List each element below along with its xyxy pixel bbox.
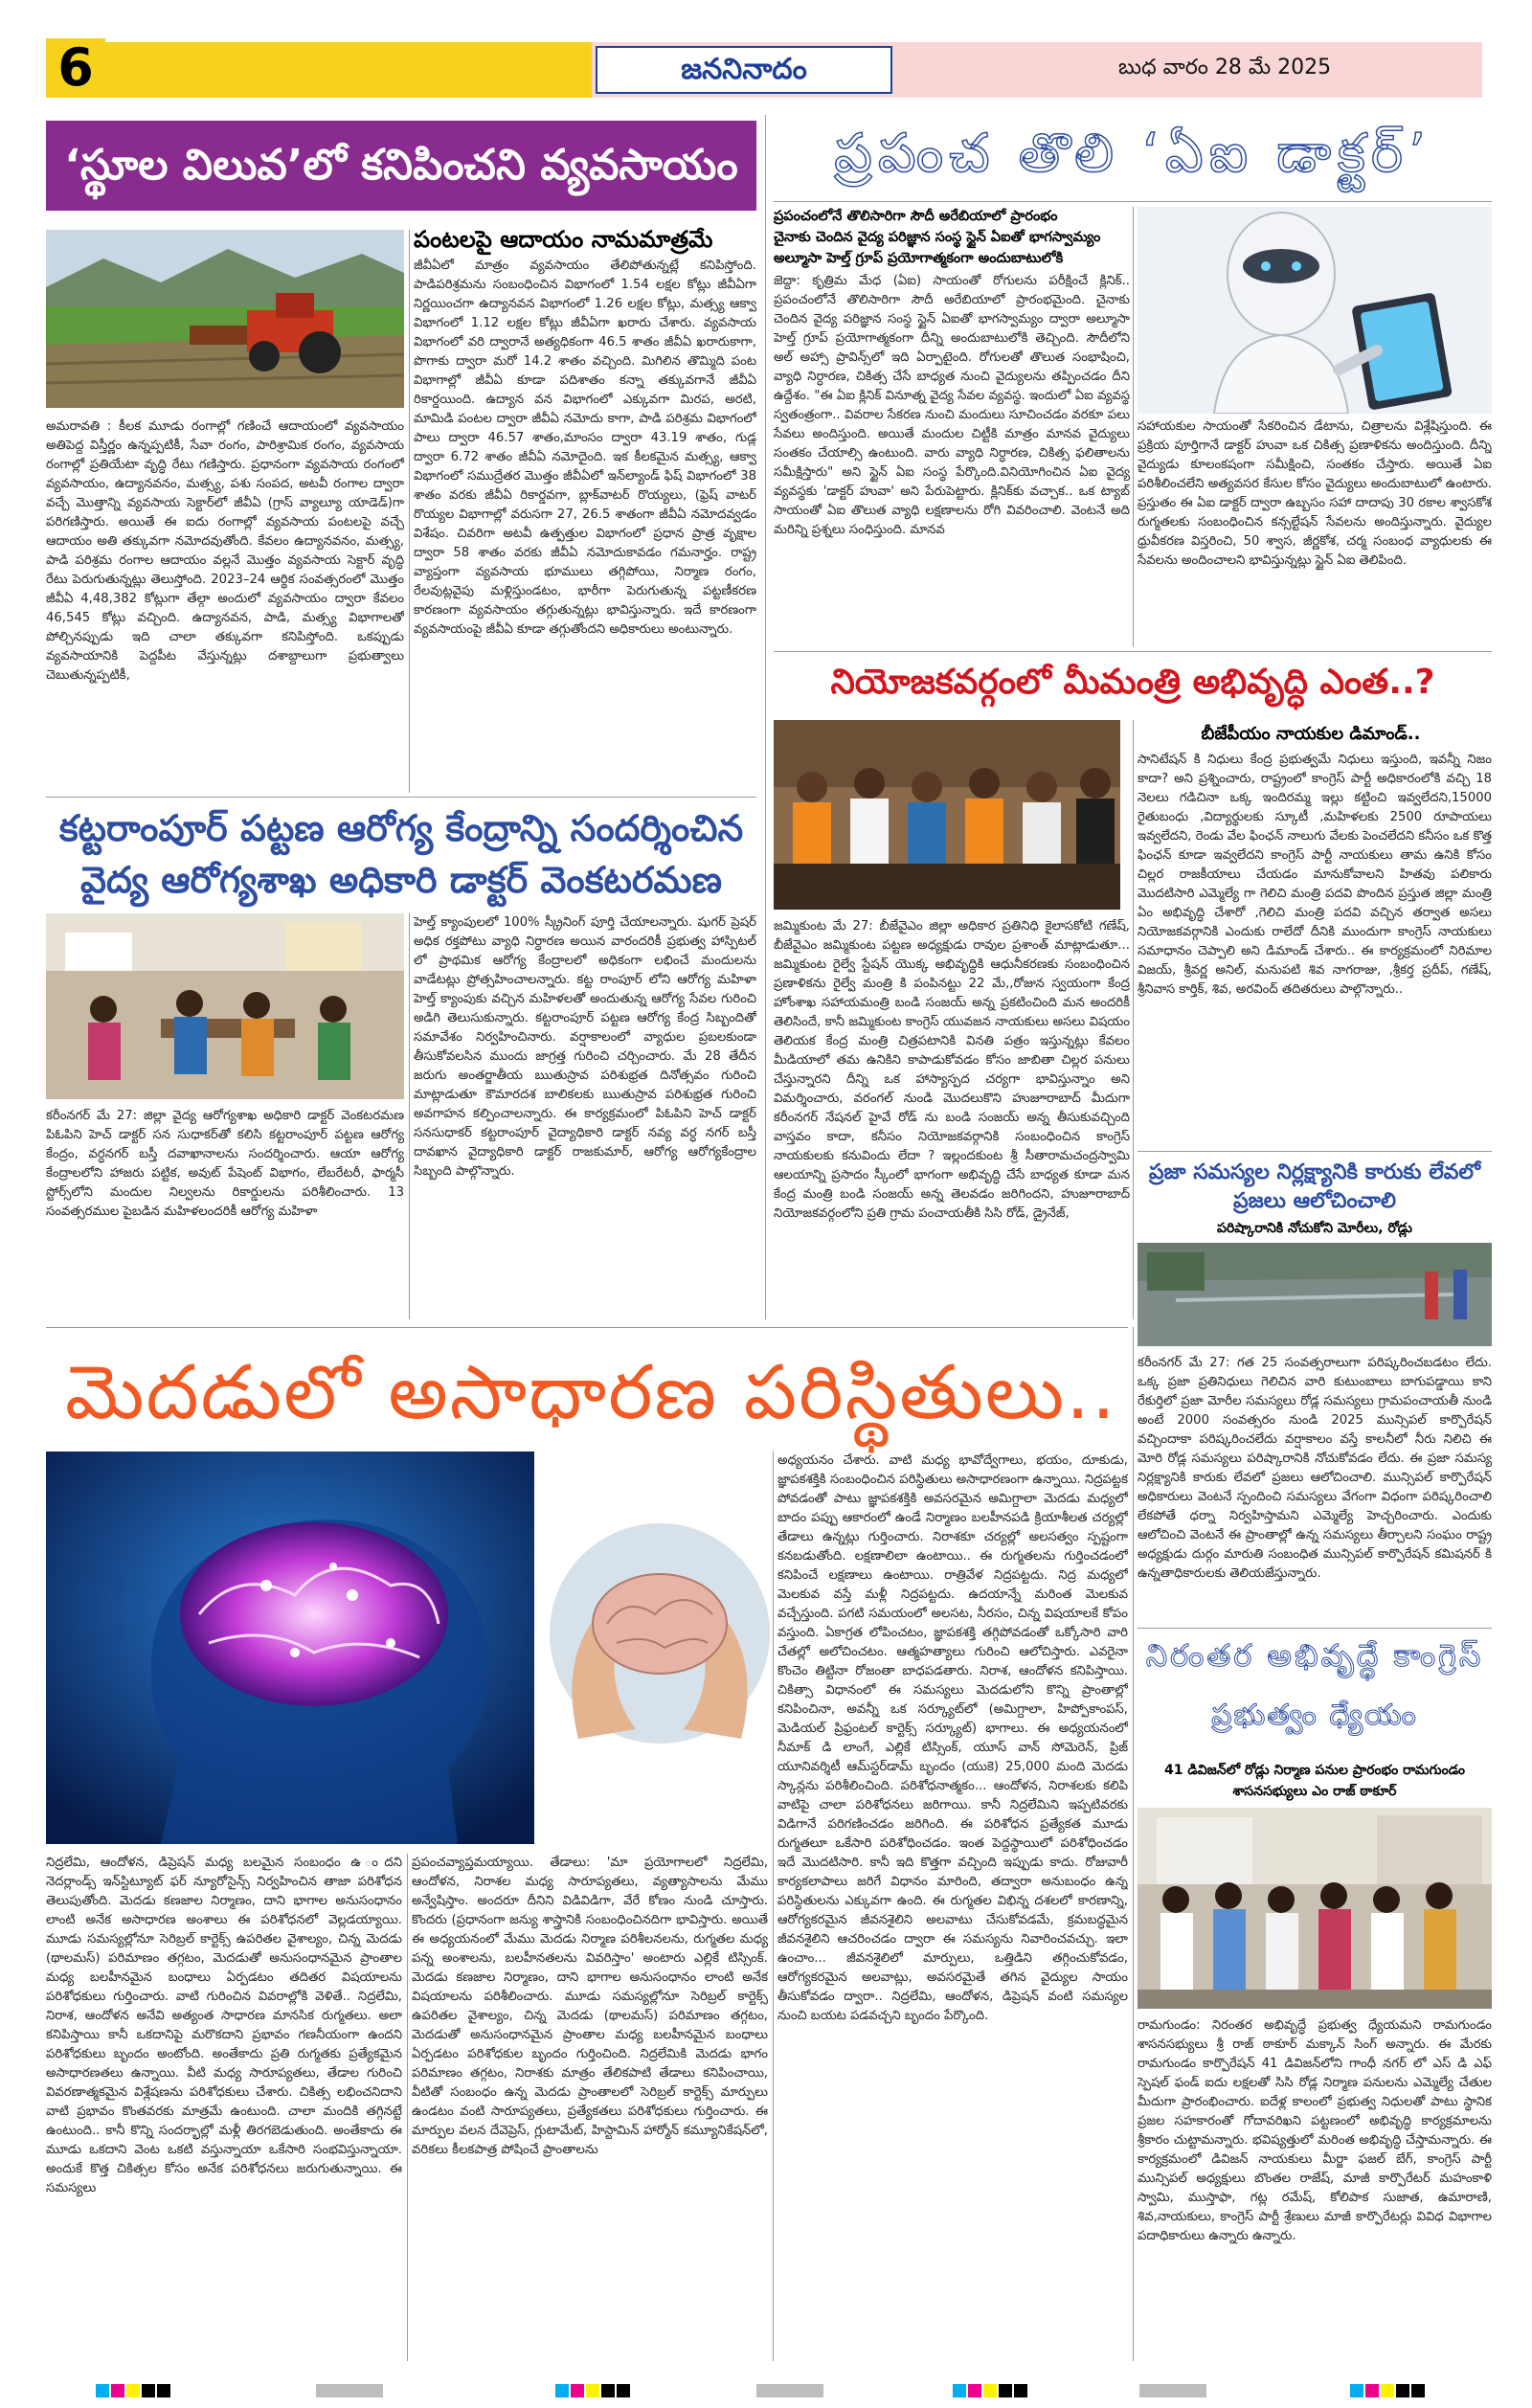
page-number: 6 <box>46 38 105 98</box>
column-divider <box>773 1452 774 2361</box>
brain-headline: మెదడులో అసాధారణ పరిస్థితులు.. <box>65 1350 1117 1436</box>
ktp-column-right: హెల్త్ క్యాంపులలో 100% స్క్రీనింగ్ పూర్తి చేయాలన్నారు. షుగర్ ప్రెషర్ అధిక రక్తపోటు వ్యాధి నిర్ధారణ అయిన వారందరికీ ప్రభుత్వ హాస్పిటల్ లో ప్రాథమిక ఆరోగ్య కేంద్రాలలో అధికంగా లభించే మందులను వాడేటట్లు ప్రోత్సహించాలన్నారు. కట్ట రాంపూర్ లోని ఆరోగ్య మహిళా హెల్త్ క్యాంపుకు వచ్చిన మహిళలతో అందుతున్న ఆరోగ్య సేవల గురించి అడిగి తెలుసుకున్నారు. కట్టరాంపూర్ పట్టణ ఆరోగ్య కేంద్ర సిబ్బందితో సమావేశం నిర్వహించినారు. వర్షాకాలంలో వ్యాధుల ప్రబలకుండా తీసుకోవలసిన ముందు జాగ్రత్త గురించి చర్చించారు. మే 28 తేదీన జరుగు అంతర్జాతీయ ఋతుస్రావ పరిశుభ్రత దినోత్సవం గురించి మాట్లాడుతూ కౌమారదశ బాలికలకు ఋతుస్రావ పరిశుభ్రత గురించి అవగాహన కల్పించాలన్నారు. ఈ కార్యక్రమంలో పిఓపిని హెచ్ డాక్టర్ సనసుధాకర్ కట్టరాంపూర్ వైద్యాధికారి డాక్టర్ నవ్య వర్ధ నగర్ బస్తీ దావఖాన వైద్యాధికారి డాక్టర్ రాజకుమార్, ఆరోగ్య ఆరోగ్యకేంద్రాల సిబ్బంది పాల్గొన్నారు. <box>414 915 756 1179</box>
masthead <box>0 0 1532 103</box>
section-divider <box>1138 1628 1492 1629</box>
cmyk-swatches <box>96 2384 172 2397</box>
praja-body: కరీంనగర్ మే 27: గత 25 సంవత్సరాలుగా పరిష్కరించబడటం లేదు. ఒక్క ప్రజా ప్రతినిధులు గెలిచిన వారి కుటుంబాలు బాగుపడ్డాయి కాని రేకుర్తిలో ప్రజా మోరీల సమస్యలు రోడ్ల సమస్యలు గ్రామపంచాయతీ నుండి అంటే 2000 సంవత్సరం నుండి 2025 మున్సిపల్ కార్పొరేషన్ వచ్చిందాకా పరిష్కరించలేదు వర్షాకాలం వస్తే కాలనీలో నీరు నిలిచి ఈ మోరి రోడ్ల సమస్యలు పరిష్కారానికి నోచుకోవడం లేదు. ఈ ప్రజా సమస్య నిర్లక్ష్యానికి కారుకు లేవలో ప్రజలు ఆలోచించాలి. మున్సిపల్ కార్పొరేషన్ అధికారులు వెంటనే స్పందించి సమస్యలు వేగంగా విధంగా పరిష్కరించాలి లేకపోతే ధర్నా నిర్వహిస్తామని ఎమ్మెల్యే హెచ్చరించారు. ఎందుకు ఆలోచించి వెంటనే ఈ ప్రాంతాల్లో ఉన్న సమస్యలు తీర్చాలని సంఘం రాష్ట్ర అధ్యక్షుడు దుర్గం మారుతి సంబంధిత మున్సిపల్ కార్పొరేషన్ కమిషనర్ కి ఉన్నతాధికారులకు తెలియజేస్తున్నారు. <box>1138 1356 1492 1581</box>
ktp-column-left: కరీంనగర్ మే 27: జిల్లా వైద్య ఆరోగ్యశాఖ అధికారి డాక్టర్ వెంకటరమణ పిఓపిని హెచ్ డాక్టర్ సన సుధాకర్‌తో కలిసి కట్టరాంపూర్ పట్టణ ఆరోగ్య కేంద్రం, వర్ధనగర్ బస్తీ దవాఖానాలను సందర్శించారు. ఆయా ఆరోగ్య కేంద్రాలలోని హాజరు పట్టిక, అవుట్ పేషెంట్ విభాగం, లేబరేటరీ, ఫార్మసీ స్టోర్స్‌లోని మందుల నిల్వలను రికార్డులను పరిశీలించారు. 13 సంవత్సరముల పైబడిన మహిళలందరికీ ఆరోగ్య మహిళా <box>46 1109 404 1219</box>
praja-subhead: పరిష్కారానికి నోచుకోని మోరీలు, రోడ్లు <box>1217 1221 1412 1236</box>
issue-date: బుధ వారం 28 మే 2025 <box>1118 56 1332 79</box>
bjym-leaders-photo <box>774 720 1120 910</box>
section-divider <box>1138 1151 1492 1152</box>
agri-column-right: జీవీఏలో మాత్రం వ్యవసాయం తేలిపోతున్నట్లే కనిపిస్తోంది. పాడిపరిశ్రమను సంబంధించిన విభాగంలో 1.54 లక్షల కోట్లు జీవీఏగా నిర్ణయించగా ఉద్యానవన విభాగంలో 1.26 లక్షల కోట్లు, మత్స్య ఆక్వా విభాగంలో 1.12 లక్షల కోట్లు జీవీఏగా ఖరారు చేశారు. వ్యవసాయ విభాగంలో వరి ద్వారానే అత్యధికంగా 46.5 శాతం జీవీఏ ఖరారుకాగా, పొగాకు ద్వారా మరో 14.2 శాతం వచ్చింది. మిగిలిన తొమ్మిది పంట విభాగాల్లో జీవీఏ కూడా పదిశాతం కన్నా తక్కువగానే జీవీఏ రికార్డయింది. ఉద్యాన వన విభాగంలో ఎక్కువగా మిరప, అరటి, మామిడి పంటల ద్వారా జీవీఏ నమోదు కాగా, పాడి పరిశ్రమ విభాగంలో పాలు ద్వారా 46.57 శాతం,మాంసం ద్వారా 43.19 శాతం, గుడ్ల ద్వారా 6.72 శాతం జీవీఏ నమోదైంది. ఇక కీలకమైన మత్స్య, ఆక్వా విభాగంలో సముద్రేతర మొత్తం జీవీఏలో ఇన్‌ల్యాండ్ ఫిష్ విభాగంలో 38 శాతం వరకు జీవీఏ రికార్డవగా, బ్లాక్‌వాటర్ రొయ్యలు, (ఫ్రెష్ వాటర్ రొయ్యల విభాగాల్లో వరుసగా 27, 26.5 శాతంగా జీవీఏ నమోదవ్వడం విశేషం. చివరిగా అటవీ ఉత్పత్తుల విభాగంలో ప్రధాన ప్రాత్ర వృక్షాల ద్వారా 58 శాతం వరకు జీవీఏ నమోదుకావడం గమనార్హం. రాష్ట్ర వ్యాప్తంగా వ్యవసాయ భూములు తగ్గిపోయి, నిర్మాణ రంగం, రేలవుట్లవైపు మళ్లిస్తుండటం, భారీగా పెరుగుతున్న పట్టణీకరణ కారణంగా వ్యవసాయం తగ్గుతున్నట్లు భావిస్తున్నారు. ఇదే కారణంగా వ్యవసాయంపై జీవీఏ కూడా తగ్గుతోందని అధికారులు అంటున్నారు. <box>414 259 756 637</box>
grey-swatch <box>1139 2384 1206 2397</box>
page-column-divider <box>765 115 766 1319</box>
column-divider <box>407 1854 408 2361</box>
masthead-yellow-band <box>105 42 592 98</box>
grey-swatch <box>316 2384 383 2397</box>
congress-headline-line1: నిరంతర అభివృద్ధే కాంగ్రెస్ <box>1145 1637 1484 1674</box>
grey-swatch <box>756 2384 823 2397</box>
column-divider <box>409 913 410 1319</box>
niyo-column-left: జమ్మికుంట మే 27: బీజేవైఎం జిల్లా అధికార ప్రతినిధి కైలాసకోటి గణేష్, బీజేవైఎం జమ్మికుంట పట్టణ అధ్యక్షుడు రావుల ప్రశాంత్ మాట్లాడుతూ... జమ్మికుంట రైల్వే స్టేషన్ యొక్క అభివృద్ధికి ఆధునీకరణకు సంబంధించిన ప్రణాళికను రైల్వే మంత్రి కి పంపినట్టు 22 మే,,రోజున స్వయంగా కేంద్ర హోంశాఖ సహాయమంత్రి బండి సంజయ్ అన్న ప్రకటించింది మన అందరికీ తెలిసిందే, కానీ జమ్మికుంట కాంగ్రెస్ యువజన నాయకులు అసలు విషయం తెలియక కేంద్ర మంత్రి చిత్రపటానికి వినతి పత్రం ఇస్తున్నట్లు కేవలం మీడియాలో తమ ఉనికిని కాపాడుకోవడం కోసం జాబితా చిల్లర పనులు చేస్తున్నారని దీన్ని ఒక హాస్యాస్పద చర్యగా భావిస్తున్నాం అని విమర్శించారు, వరంగల్ నుండి మొదలుకొని హుజూరాబాద్ మీదుగా కరీంనగర్ నేషనల్ హైవే రోడ్ ను బండి సంజయ్ అన్న తీసుకువచ్చింది వాస్తవం కాదా, కనీసం నియోజకవర్గానికి సంబంధించిన కాంగ్రెస్ నాయకులకు కనువిందు లేదా ? ఇల్లందకుంట శ్రీ సీతారామచంద్రస్వామి ఆలయాన్ని ప్రసాదం స్కీంలో భాగంగా అభివృద్ధి చేసే బాధ్యత కూడా మన కేంద్ర మంత్రి బండి సంజయ్ అన్న తెలవడం జరిగిందని, హుజూరాబాద్ నియోజకవర్గంలోని ప్రతి గ్రామ పంచాయతీకి సిసి రోడ్, డ్రైనేజ్, <box>774 919 1130 1221</box>
section-divider <box>774 201 1492 202</box>
glowing-brain-illustration <box>46 1452 534 1844</box>
robot-doctor-photo <box>1138 207 1492 414</box>
flooded-road-photo <box>1138 1243 1492 1346</box>
praja-headline: ప్రజా సమస్యల నిర్లక్ష్యానికి కారుకు లేవలో ప్రజలు ఆలోచించాలి <box>1148 1160 1481 1213</box>
cmyk-swatches <box>1350 2384 1427 2397</box>
column-divider <box>409 230 410 793</box>
health-camp-photo <box>46 913 404 1099</box>
brain-column-3: అధ్యయనం చేశారు. వాటి మధ్య భావోద్వేగాలు, భయం, దూకుడు, జ్ఞాపకశక్తికి సంబంధించిన పరిస్థితులు అసాధారణంగా ఉన్నాయి. నిద్రపట్టక పోవడంతో పాటు జ్ఞాపకశక్తికి అవసరమైన అమిగ్దాలా మెదడు మధ్యలో బాదం పప్పు ఆకారంలో ఉండే నిర్మాణం బలహీనపడి క్రియాశీలత చర్యల్లో తేడాలు ఉన్నట్లు గుర్తించారు. నిరాశకూ చర్యల్లో అలసత్వం స్పష్టంగా కనబడుతోంది. లక్షణాలిలా ఉంటాయి.. ఈ రుగ్మతలను గుర్తించడంలో కనిపించే లక్షణాలు ఉంటాయి. రాత్రివేళ నిద్రపట్టదు. నిద్ర మధ్యలో మెలకువ వస్తే మళ్లీ నిద్రపట్టదు. ఉదయాన్నే మరింత మెలకువ వచ్చేస్తుంది. పగటి సమయంలో అలసట, నీరసం, చిన్న విషయాలకే కోపం వస్తుంది. ఏకాగ్రత లోపించటం, జ్ఞాపకశక్తి తగ్గిపోవడంతో ఒక్కోసారి వారి చేతల్లో అలోచించటం. ఆత్మహత్యాలు గురించి ఆలోచిస్తారు. ఎవరైనా కొంచెం తిట్టినా రోజంతా బాధపడతారు. నిరాశ, ఆందోళన కనిపిస్తాయి. చికిత్సా విధానంలో ఈ సమస్యలు మెదడులోని కొన్ని ప్రాంతాల్లో కనిపించినా, అవన్నీ ఒక సర్క్యూట్‌లో (అమిగ్దాలా, హిప్పోకాంపస్, మెడియల్ ప్రిఫ్రంటల్ కార్టెక్స్ సర్క్యూట్) భాగాలు. ఈ అధ్యయనంలో నీమాక్ డి లాంగే, ఎల్లికే టిస్సింక్, యూస్ వాన్ సోమెరెన్, ప్రిజ్ యూనివర్శిటీ ఆమ్‌స్టర్‌డామ్ బృందం (యుకె) 25,000 మంది మెదడు స్కాన్లను పరిశీలించింది. పరిశోధనాత్మకం... ఆందోళన, నిరాశలకు కలిపి వాటిపై చాలా పరిశోధనలు జరిగాయి. కానీ నిద్రలేమిని ఇప్పటివరకు విడిగానే పరిగణించడం జరిగింది. ఈ పరిశోధన ప్రత్యేకత మూడు రుగ్మతలూ ఒకేసారి పరిశోధించడం. ఇంత పెద్దస్థాయిలో పరిశోధించడం ఇదే మొదటిసారి. కానీ ఇది కొత్తగా వచ్చింది ఇప్పుడు కాదు. రోజువారీ కార్యకలాపాలు జరిగే విధానం మారింది, తద్వారా అనుబంధం ఉన్న పరిస్థితులను ఎక్కువగా ఉంది. ఈ రుగ్మతల విభిన్న దశలలో కారణాన్ని, ఆరోగ్యకరమైన జీవనశైలిని అలవాటు చేసుకోవడమే, క్రమబద్ధమైన జీవనశైలిని ఆచరించడం ద్వారా ఈ సమస్యను నివారించవచ్చు. ఇలా ఉంచాం... జీవనశైలిలో మార్పులు, ఒత్తిడిని తగ్గించుకోవడం, ఆరోగ్యకరమైన అలవాట్లు, అవసరమైతే తగిన వైద్యుల సాయం తీసుకోవడం ద్వారా.. నిద్రలేమి, ఆందోళన, డిప్రెషన్ వంటి సమస్యల నుంచి బయట పడవచ్చని బృందం పేర్కొంది. <box>777 1453 1128 2023</box>
print-registration-bar <box>0 2373 1532 2408</box>
section-divider <box>774 651 1492 652</box>
cmyk-swatches <box>555 2384 632 2397</box>
brain-column-2: ప్రపంచవ్యాప్తమయ్యాయి. తేడాలు: 'మా ప్రయోగాలలో నిద్రలేమి, ఆందోళన, నిరాశల మధ్య సారూప్యతలు, వ్యత్యాసాలను మేము అన్వేషిస్తాం. అందరూ దీనిని విడివిడిగా, వేరే కోణం నుండి చూస్తారు. కొందరు (ప్రధానంగా జన్యు శాస్త్రానికి సంబంధించినదిగా భావిస్తారు. అయితే ఈ అధ్యయనంలో మేము మెదడు నిర్మాణ పరిశీలనలను, రుగ్మతల మధ్య పన్న అంశాలను, బలహీనతలను వివరిస్తాం' అంటారు ఎల్లికే టిస్సింక్. మెదడు కణజాల నిర్మాణం, దాని భాగాల అనుసంధానం లాంటి అనేక విషయాలను పరిశీలించారు. మూడు సమస్యల్లోనూ సెరిబ్రల్ కార్టెక్స్ ఉపరితల వైశాల్యం, చిన్న మెదడు (థాలమస్) పరిమాణం తగ్గటం, మెదడుతో అనుసంధానమైన ప్రాంతాల మధ్య బలహీనమైన బంధాలు ఏర్పడటం పరిశోధకుల బృందం గుర్తించింది. నిద్రలేమికి మెదడు భాగం పరిమాణం తగ్గటం, నిరాశకు మాత్రం తేలికపాటి తేడాలు కనిపించాయి, వీటితో సంబంధం ఉన్న మెదడు ప్రాంతాలలో సెరిబ్రల్ కార్టెక్స్ మార్పులు ఉండటం వంటి సారూప్యతలు, ప్రత్యేకతలు పరిశోధకులు గుర్తించారు. ఈ మార్పుల వలన దేవెప్రెస్, గ్లుటామేట్, హిస్టామిన్ హార్మోన్ కమ్యూనికేషన్‌లో, వరికలు కీలకపాత్ర పోషించే ప్రాంతాలను <box>412 1856 768 2157</box>
brain-in-hands-photo <box>540 1452 779 1844</box>
column-divider <box>1133 720 1134 1319</box>
section-divider <box>46 797 756 798</box>
agri-headline: ‘స్థూల విలువ’లో కనిపించని వ్యవసాయం <box>46 121 756 211</box>
congress-headline-line2: ప్రభుత్వం ధ్యేయం <box>1211 1699 1418 1732</box>
column-divider <box>1133 207 1134 647</box>
section-divider <box>46 1327 1128 1328</box>
road-inauguration-photo <box>1138 1808 1492 2009</box>
ktp-headline: కట్టరాంపూర్ పట్టణ ఆరోగ్య కేంద్రాన్ని సందర్శించిన వైద్య ఆరోగ్యశాఖ అధికారి డాక్టర్ వెంకటరమణ <box>58 807 744 901</box>
ai-kicker-3: అల్మూసా హెల్త్ గ్రూప్ ప్రయోగాత్మకంగా అందుబాటులోకి <box>774 251 1064 266</box>
ai-kicker-1: ప్రపంచంలోనే తొలిసారిగా సౌదీ అరేబియాలో ప్రారంభం <box>774 209 1058 224</box>
tractor-field-photo <box>46 230 404 408</box>
agri-subhead: పంటలపై ఆదాయం నామమాత్రమే <box>414 226 713 253</box>
brain-column-1: నిద్రలేమి, ఆందోళన, డిప్రెషన్ మధ్య బలమైన సంబంధం ఉ ందని నెదర్లాండ్స్ ఇన్‌స్టిట్యూట్ ఫర్ న్యూరోసైన్స్ నిర్వహించిన తాజా పరిశోధన తెలుపుతోంది. మెదడు కణజాల నిర్మాణం, దాని భాగాల అనుసంధానం లాంటి అనేక అసాధారణ అంశాలు ఈ పరిశోధనలో వెల్లడయ్యాయి. మూడు సమస్యల్లోనూ సెరిబ్రల్ కార్టెక్స్ ఉపరితల వైశాల్యం, చిన్న మెదడు (థాలమస్) పరిమాణం తగ్గటం, మెదడుతో అనుసంధానమైన ప్రాంతాల మధ్య బలహీనమైన బంధాలు ఏర్పడటం తదితర విషయాలను పరిశోధకులు గుర్తించారు. వాటి గురించిన వివరాల్లోకి వెళితే.. నిద్రలేమి, నిరాశ, ఆందోళన అనేవి అత్యంత సాధారణ మానసిక రుగ్మతలు. అలా కనిపిస్తాయి కానీ ఒకదానిపై మరొకదాని ప్రభావం గణనీయంగా ఉందని పరిశోధకులు బృందం అంటోంది. అంతేకాదు ప్రతి రుగ్మతకు ప్రత్యేకమైన అసాధారణతలు ఉన్నాయి. వీటి మధ్య సారూప్యతలు, తేడాల గురించి వివరణాత్మకమైన విశ్లేషణను పరిశోధకులు చేశారు. చికిత్స లభించనిదాని వాటి ప్రభావం కొంతవరకు మాత్రమే ఉంటుంది. చాలా మందికి తగ్గినట్టే ఉంటుంది.. కానీ కొన్ని సందర్భాల్లో మళ్లీ తిరగబెడుతుంది. అంతేకాదు ఈ మూడు ఒకదాని వెంట ఒకటి వస్తున్నాయా ఒకేసారి సంభవిస్తున్నాయా. అందుకే కొత్త చికిత్సల కోసం అనేక పరిశోధనలు జరుగుతున్నాయి. ఈ సమస్యలు <box>46 1856 402 2195</box>
ai-column-left: జెద్దా: కృత్రిమ మేధ (ఏఐ) సాయంతో రోగులను పరీక్షించే క్లినిక్.. ప్రపంచంలోనే తొలిసారిగా సౌదీ అరేబియాలో ప్రారంభమైంది. చైనాకు చెందిన వైద్య పరిజ్ఞాన సంస్థ స్టైన్ ఏఐతో భాగస్వామ్యం ద్వారా అల్మూసా హెల్త్ గ్రూప్ ప్రయోగాత్మకంగా దీన్ని అందుబాటులోకి తెచ్చింది. సౌదీలోని అల్ అహ్సా ప్రావిన్స్‌లో ఇది ఏర్పాటైంది. రోగులతో తొలుత సంభాషించి, వ్యాధి నిర్ధారణ, చికిత్స చేసే బాధ్యత నుంచి వైద్యులను తప్పించడం దీని ఉద్దేశం. "ఈ ఏఐ క్లినిక్ వినూత్న వైద్య సేవల వ్యవస్థ. ఇందులో ఏఐ వ్యవస్థ స్వతంత్రంగా.. వివరాల సేకరణ నుంచి మందులు సూచించడం వరకూ పలు సేవలు అందిస్తుంది. అయితే మందుల చిట్టీకి మాత్రం మానవ వైద్యులు సంతకం చేయాల్సి ఉంటుంది. వారు వ్యాధి నిర్ధారణ, చికిత్స ఫలితాలను సమీక్షిస్తారు" అని స్టైన్ ఏఐ సంస్థ పేర్కొంది.వినియోగించిన ఏఐ వైద్య వ్యవస్థకు 'డాక్టర్ హువా' అని పేరుపెట్టారు. క్లినిక్‌కు వచ్చాక.. ఒక ట్యాబ్ సాయంతో ఏఐ తొలుత వ్యాధి లక్షణాలను రోగి వివరించాలి. వెంటనే అది మరిన్ని ప్రశ్నలు సంధిస్తుంది. మానవ <box>774 274 1130 537</box>
congress-body: రామగుండం: నిరంతర అభివృద్ధే ప్రభుత్వ ధ్యేయమని రామగుండం శాసనసభ్యులు శ్రీ రాజ్ ఠాకూర్ మక్కాన్ సింగ్ అన్నారు. ఈ మేరకు రామగుండం కార్పొరేషన్ 41 డివిజన్‌లోని గాంధీ నగర్ లో ఎస్ డి ఎఫ్ స్పెషల్ ఫండ్ ఐదు లక్షలతో సిసి రోడ్ల నిర్మాణ పనులను ఎమ్మెల్యే చేతుల మీదుగా ప్రారంభించారు. ఐదేళ్ల కాలంలో ప్రభుత్వ నిధులతో పాటు స్థానిక ప్రజల సహకారంతో గోదావరిఖని పట్టణంలో అభివృద్ధి కార్యక్రమాలను శ్రీకారం చుట్టామన్నారు. భవిష్యత్తులో మరింత అభివృద్ధి చేస్తామన్నారు. ఈ కార్యక్రమంలో డివిజన్ నాయకులు మీర్జా ఫజల్ బేగ్, కాంగ్రెస్ పార్టీ మున్సిపల్ అధ్యక్షులు బొంతల రాజేష్, మాజీ కార్పొరేటర్ మహంకాళి స్వామి, ముస్తాఫా, గట్ల రమేష్, కోలిపాక సుజాత, ఉమారాణి, శివ,నాయకులు, కాంగ్రెస్ పార్టీ శ్రేణులు మాజీ కార్పొరేటర్లు వివిధ విభాగాల పదాధికారులు ఉన్నారు ఉన్నారు. <box>1138 2018 1492 2243</box>
ai-doctor-headline: ప్రపంచ తొలి ‘ఏఐ డాక్టర్’ <box>834 123 1431 185</box>
agri-column-left: అమరావతి : కీలక మూడు రంగాల్లో గణించే ఆదాయంలో వ్యవసాయం అతిపెద్ద విస్తీర్ణం ఉన్నప్పటికీ, సేవా రంగం, పారిశ్రామిక రంగం, వ్యవసాయ రంగాల్లో ప్రతియేటా వృద్ధి రేటు గణిస్తారు. ప్రధానంగా వ్యవసాయ రంగంలో వ్యవసాయం, ఉద్యానవనం, మత్స్య, పశు సంపద, అటవీ రంగాల ద్వారా వచ్చే మొత్తాన్ని వ్యవసాయ సెక్టార్‌లో జీవీఏ (గ్రాస్ వ్యాల్యూ యాడెడ్)గా పరిగణిస్తారు. అయితే ఈ ఐదు రంగాల్లో వ్యవసాయ పంటలపై వచ్చే ఆదాయం అతి తక్కువగా నమోదవుతోంది. కేవలం ఉద్యానవనం, మత్స్య, పాడి పరిశ్రమ రంగాల ఆదాయం వల్లనే మొత్తం వ్యవసాయ సెక్టార్ వృద్ధి రేటు పెరుగుతున్నట్లు తెలుస్తోంది. 2023–24 ఆర్థిక సంవత్సరంలో మొత్తం జీవీఏ 4,48,382 కోట్లుగా తేల్గా అందులో వ్యవసాయం ద్వారా కేవలం 46,545 కోట్లు వచ్చింది. ఉద్యానవన, పాడి, మత్స్య విభాగాలతో పోల్చినప్పుడు ఇది చాలా తక్కువగా కనిపిస్తోంది. ఒకప్పుడు వ్యవసాయానికి పెద్దపీట వేస్తున్నట్లు దశాబ్దాలుగా ప్రభుత్వాలు చెబుతున్నప్పటికీ, <box>46 419 404 683</box>
cmyk-swatches <box>953 2384 1029 2397</box>
ai-column-right: సహాయకుల సాయంతో సేకరించిన డేటాను, చిత్రాలను విశ్లేషిస్తుంది. ఈ ప్రక్రియ పూర్తిగానే డాక్టర్ హువా ఒక చికిత్స ప్రణాళికను అందిస్తుంది. దీన్ని వైద్యుడు కూలంకషంగా సమీక్షించి, సంతకం చేస్తారు. అయితే ఏఐ పరిశీలించలేని అత్యవసర కేసుల కోసం వైద్యులు అందుబాటులో ఉంటారు. ప్రస్తుతం ఈ ఏఐ డాక్టర్ ద్వారా ఉబ్బసం సహా దాదాపు 30 రకాల శ్వాసకోశ రుగ్మతలకు సంబంధించిన కన్సల్టేషన్ సేవలను అందిస్తున్నారు. వైద్యుల ధ్రువీకరణ విస్తరించి, 50 శ్వాస, జీర్ణకోశ, చర్మ సంబంధ వ్యాధులకు ఈ సేవలను అందించాలని భావిస్తున్నట్లు స్టైన్ ఏఐ తెలిపింది. <box>1138 419 1492 568</box>
niyo-column-right: సానిటేషన్ కి నిధులు కేంద్ర ప్రభుత్వమే నిధులు ఇస్తుంది, ఇవన్నీ నిజం కాదా? అని ప్రశ్నించారు, రాష్ట్రంలో కాంగ్రెస్ పార్టీ అధికారంలోకి వచ్చి 18 నెలలు గడిచినా ఒక్క ఇందిరమ్మ ఇల్లు కట్టించి ఇవ్వలేదని,15000 రైతుబంధు ,విద్యార్థులకు స్కూటీ ,మహిళలకు 2500 రూపాయలు ఇవ్వలేదని, రెండు వేల ఫింఛన్ నాలుగు వేలకు పెంచలేదని కనీసం ఒక కొత్త ఫింఛన్ కూడా ఇవ్వలేదని కాంగ్రెస్ పార్టీ నాయకులు తామ ఉనికి కోసం చిల్లర రాజకీయాలు చేయడం మానుకోవాలని హితవు పలికారు మొదటిసారి ఎమ్మెల్యే గా గెలిచి మంత్రి పదవి పొందిన ప్రస్తుత జిల్లా మంత్రి ఏం అభివృద్ధి చేశారో ,గెలిచి మంత్రి పదవి వచ్చిన తర్వాత అసలు నియోజకవర్గానికి ఎందుకు రాలేదో దీనికి ముందుగా కాంగ్రెస్ నాయకులు సమాధానం చెప్పాలి అని డిమాండ్ చేశారు.. ఈ కార్యక్రమంలో నిరిమాల విజయ్, శ్రీవర్ణ అనిల్, మనుపటి శివ నాగరాజు, ,శ్రీకర్త ప్రదీప్, గణేష్, శ్రీనివాస కార్తిక్, శివ, అరవింద్ తదితరులు పాల్గొన్నారు.. <box>1138 753 1492 997</box>
page-column-divider <box>1133 1327 1134 2361</box>
niyo-headline: నియోజకవర్గంలో మీమంత్రి అభివృద్ధి ఎంత..? <box>830 663 1435 702</box>
paper-name-logo: జననినాదం <box>596 46 892 94</box>
congress-subhead: 41 డివిజన్‌లో రోడ్లు నిర్మాణ పనుల ప్రారంభం రామగుండం శాసనసభ్యులు ఎం రాజ్ ఠాకూర్ <box>1164 1763 1465 1799</box>
ai-kicker-2: చైనాకు చెందిన వైద్య పరిజ్ఞాన సంస్థ స్టైన్ ఏఐతో భాగస్వామ్యం <box>774 230 1101 245</box>
niyo-subhead: బీజేపీయం నాయకుల డిమాండ్.. <box>1201 724 1421 744</box>
